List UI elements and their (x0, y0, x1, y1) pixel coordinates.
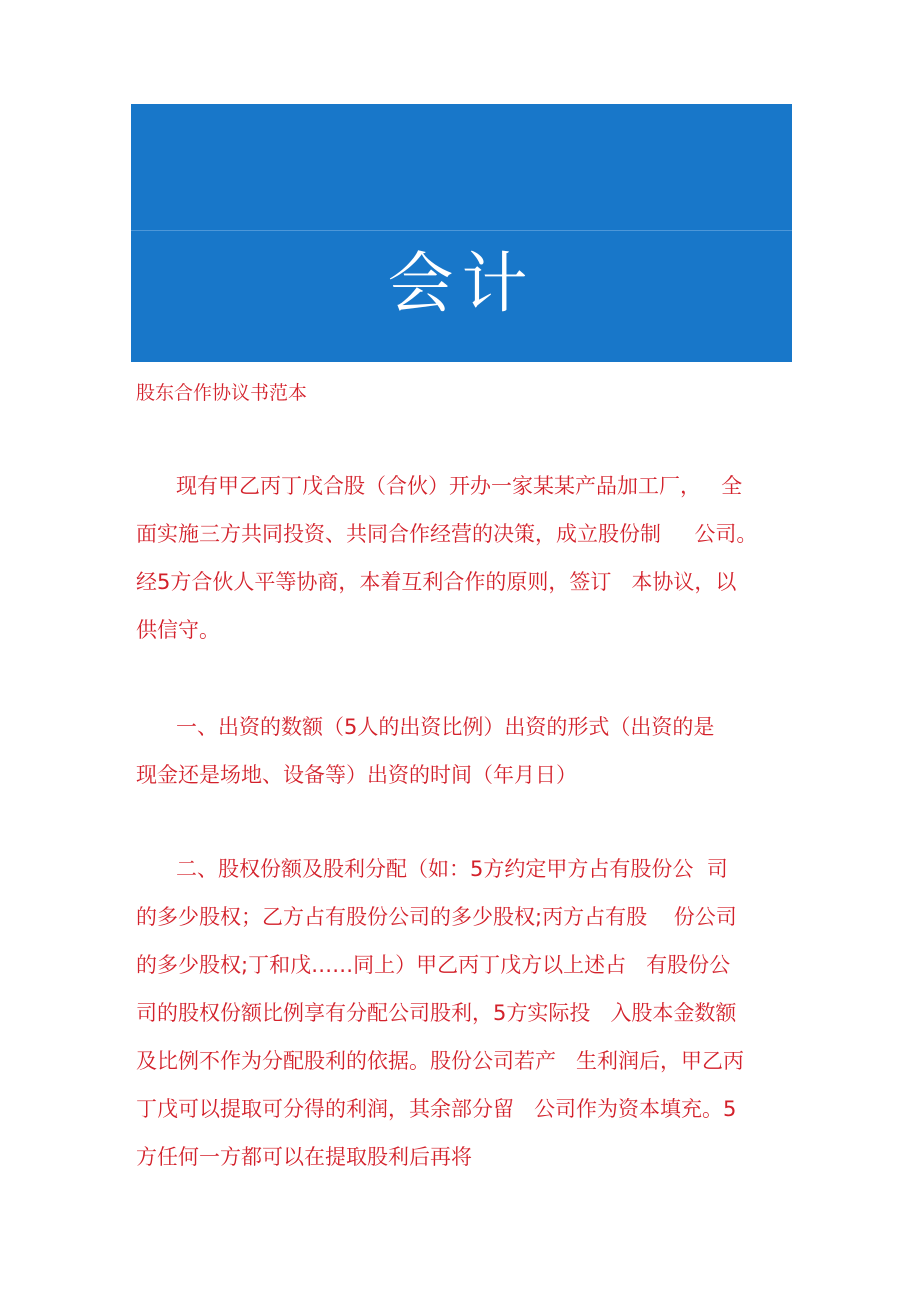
paragraph-line: 二、股权份额及股利分配（如：5方约定甲方占有股份公 司 (136, 857, 728, 881)
document-title: 股东合作协议书范本 (136, 382, 308, 404)
banner-title-line1: 会计 (387, 245, 536, 322)
paragraph-line: 方任何一方都可以在提取股利后再将 (136, 1145, 472, 1169)
paragraph-line: 现有甲乙丙丁戊合股（合伙）开办一家某某产品加工厂， 全 (136, 474, 743, 498)
paragraph-line: 丁戊可以提取可分得的利润，其余部分留 公司作为资本填充。5 (136, 1097, 737, 1121)
paragraph-line: 现金还是场地、设备等）出资的时间（年月日） (136, 763, 577, 787)
paragraph-line: 及比例不作为分配股利的依据。股份公司若产 生利润后，甲乙丙 (136, 1049, 745, 1073)
paragraph-line: 一、出资的数额（5人的出资比例）出资的形式（出资的是 (136, 715, 715, 739)
paragraph-line: 经5方合伙人平等协商，本着互利合作的原则，签订 本协议，以 (136, 570, 737, 594)
paragraph-line: 的多少股权;丁和戊……同上）甲乙丙丁戊方以上述占 有股份公 (136, 953, 731, 977)
paragraph-line: 面实施三方共同投资、共同合作经营的决策，成立股份制 公司。 (136, 522, 758, 546)
banner-title-line2: 实务 (387, 357, 536, 434)
paragraph-line: 的多少股权；乙方占有股份公司的多少股权;丙方占有股 份公司 (136, 905, 737, 929)
paragraph-line: 司的股权份额比例享有分配公司股利，5方实际投 入股本金数额 (136, 1001, 737, 1025)
paragraph-line: 供信守。 (136, 618, 220, 642)
paragraph-intro (136, 462, 788, 654)
paragraph-section-1 (136, 703, 788, 799)
paragraph-section-2 (136, 845, 788, 1181)
banner-divider (131, 230, 792, 231)
